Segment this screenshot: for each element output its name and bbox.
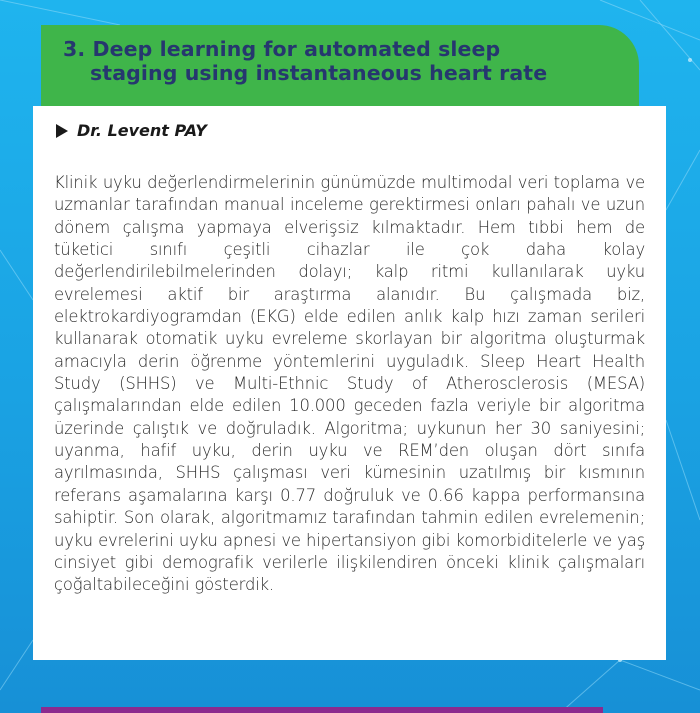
section-title bbox=[63, 37, 547, 85]
author-name: Dr. Levent PAY bbox=[77, 121, 207, 140]
section-number: 3. bbox=[63, 37, 86, 61]
section-header bbox=[41, 25, 639, 110]
content-card bbox=[33, 106, 666, 660]
abstract-text: Klinik uyku değerlendirmelerinin günümüzde multimodal veri toplama ve uzmanlar tarafından manual inceleme gerektirmesi onları pahalı ve uzun dönem çalışma yapmaya elverişsiz kılmaktadır. Hem tıbbi hem de tüketici sınıfı çeşitli cihazlar ile çok daha kolay değerlendirilebilmelerinden dolayı; kalp ritmi kullanılarak uyku evrelemesi aktif bir araştırma alanıdır. Bu çalışmada biz, elektrokardiyogramdan (EKG) elde edilen anlık kalp hızı zaman serileri kullanarak otomatik uyku evreleme skorlayan bir algoritma oluşturmak amacıyla derin öğrenme yöntemlerini uyguladık. Sleep Heart Health Study (SHHS) ve Multi-Ethnic Study of Atherosclerosis (MESA) çalışmalarından elde edilen 10.000 geceden fazla veriyle bir algoritma üzerinde çalıştık ve doğruladık. Algoritma; uykunun her 30 saniyesini; uyanma, hafif uyku, derin uyku ve REM’den oluşan dört sınıfa ayrılmasında, SHHS çalışması veri kümesinin uzatılmış bir kısmının referans aşamalarına karşı 0.77 doğruluk ve 0.66 kappa performansına sahiptir. Son olarak, algoritmamız tarafından tahmin edilen evrelemenin; uyku evrelerini uyku apnesi ve hipertansiyon gibi komorbiditelerle ve yaş cinsiyet gibi demografik verilerle ilişkilendiren önceki klinik çalışmaları çoğaltabileceğini gösterdik. bbox=[54, 173, 645, 595]
bottom-accent-bar bbox=[41, 707, 603, 713]
author-line bbox=[56, 121, 207, 140]
section-title-line1: Deep learning for automated sleep bbox=[92, 37, 501, 61]
section-title-line2: staging using instantaneous heart rate bbox=[90, 61, 548, 85]
play-triangle-icon bbox=[56, 124, 68, 138]
